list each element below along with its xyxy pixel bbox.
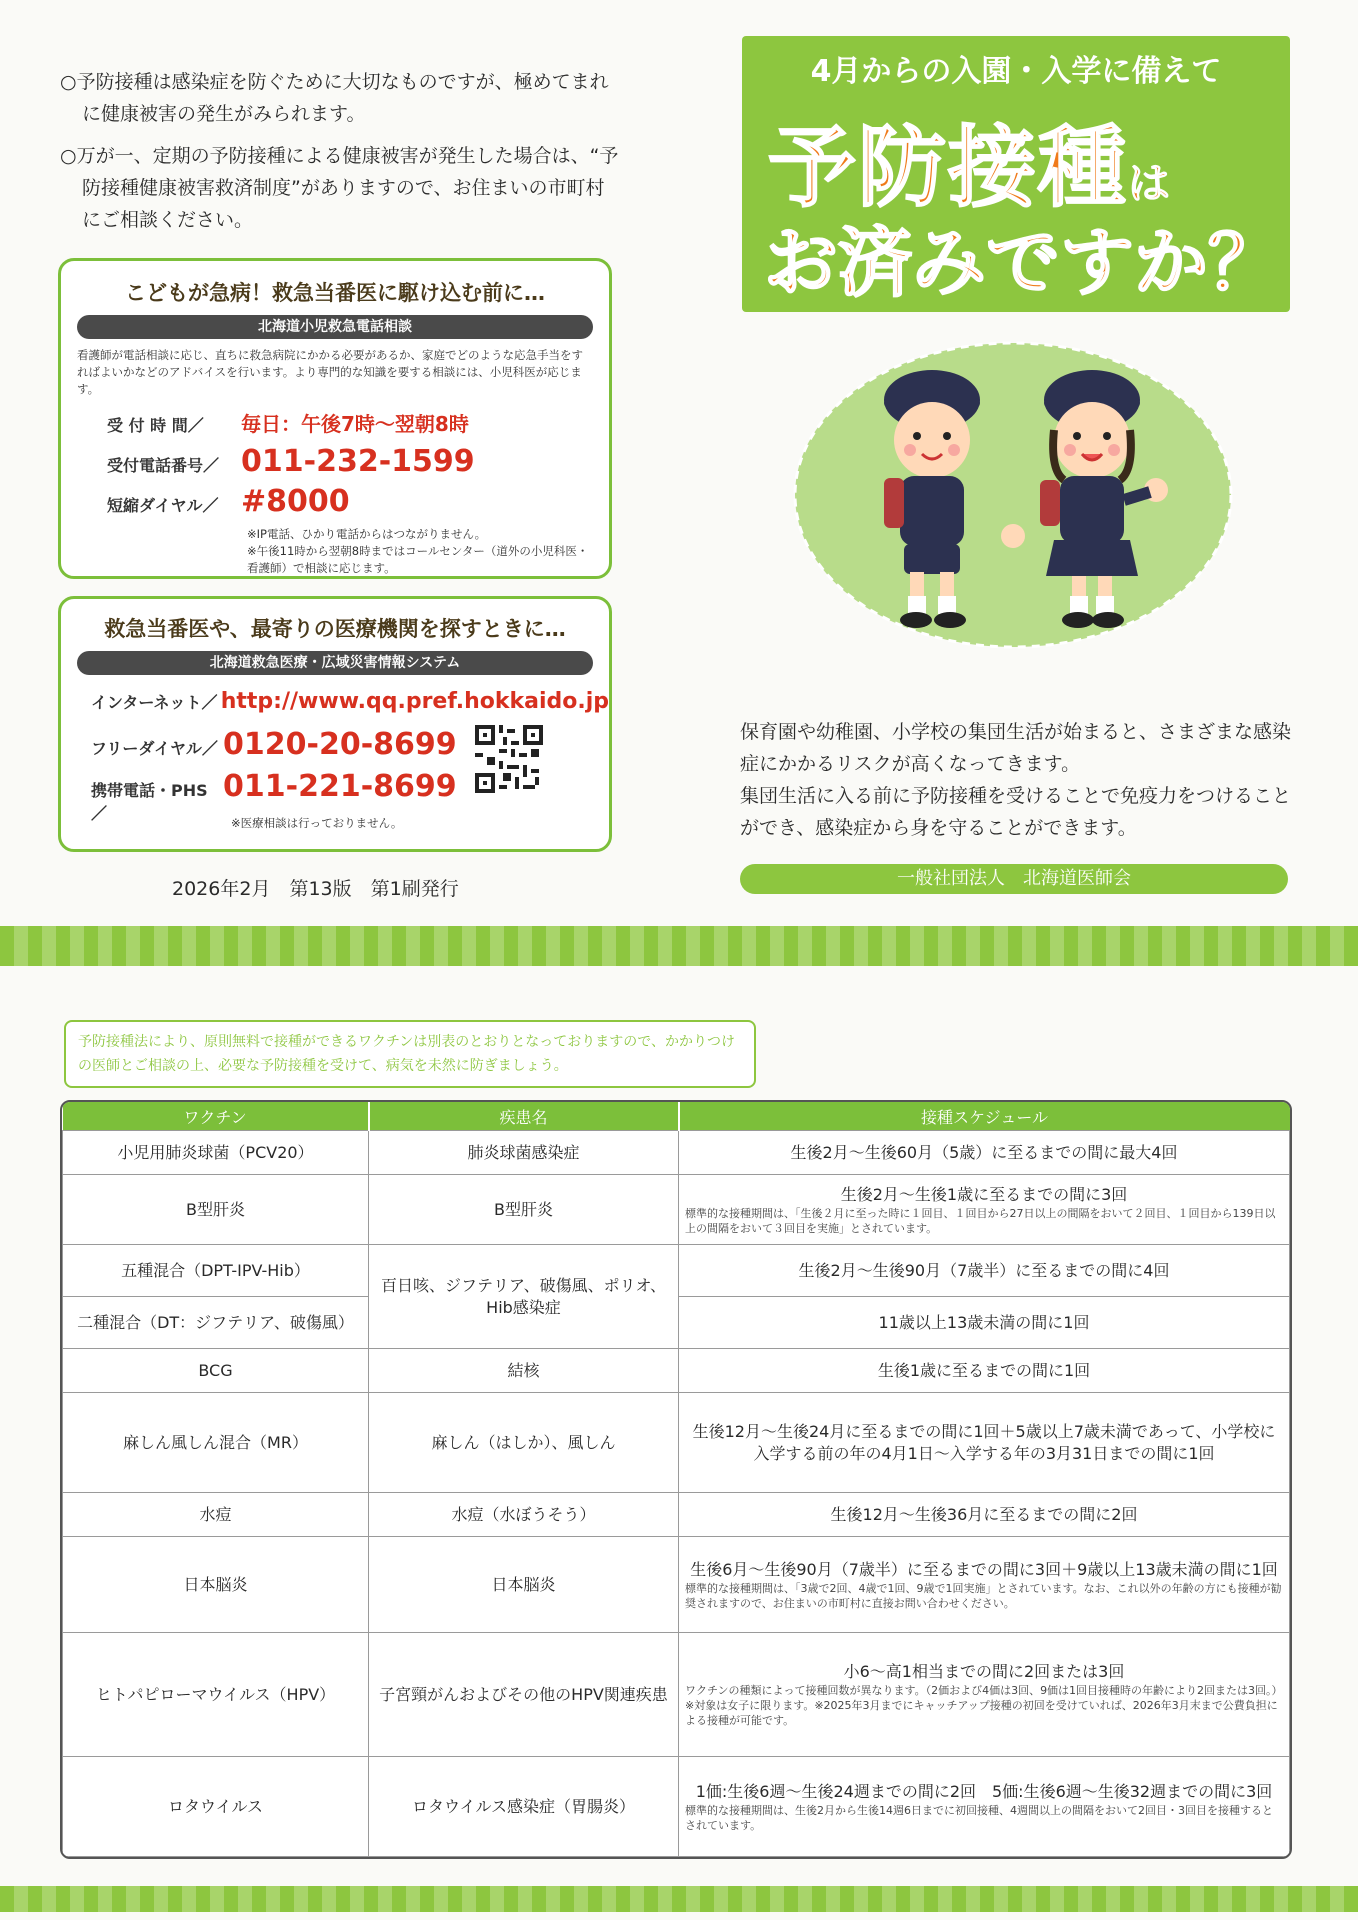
vaccine-cell: 二種混合（DT：ジフテリア、破傷風） [63, 1297, 369, 1349]
hours-label: 受 付 時 間／ [107, 416, 204, 435]
table-row [63, 1757, 1290, 1857]
schedule-cell: 生後12月～生後24月に至るまでの間に1回＋5歳以上7歳未満であって、小学校に入学する前の年の4月1日～入学する年の3月31日までの間に1回 [679, 1393, 1290, 1493]
hours-value: 毎日：午後7時～翌朝8時 [241, 412, 469, 436]
publisher: 一般社団法人 北海道医師会 [740, 864, 1288, 894]
schedule-text: 生後2月～生後1歳に至るまでの間に3回 [840, 1184, 1128, 1204]
box2-bar: 北海道救急医療・広域災害情報システム [77, 651, 593, 675]
box1-footnote-2: ※午後11時から翌朝8時まではコールセンター（道外の小児科医・看護師）で相談に応じます。 [247, 544, 589, 575]
schedule-note: 標準的な接種期間は、「3歳で2回、4歳で1回、9歳で1回実施」とされています。なお、これ以外の年齢の方にも接種が勧奨されますので、お住まいの市町村に直接お問い合わせください。 [685, 1581, 1282, 1610]
intro-1: 保育園や幼稚園、小学校の集団生活が始まると、さまざまな感染症にかかるリスクが高くなってきます。 [740, 721, 1292, 775]
box1-footnote-1: ※IP電話、ひかり電話からはつながりません。 [247, 527, 487, 541]
medical-search-box [58, 596, 612, 852]
table-row [63, 1537, 1290, 1633]
box1-bar: 北海道小児救急電話相談 [77, 315, 593, 339]
vaccine-cell: 水痘 [63, 1493, 369, 1537]
header-vaccine: ワクチン [63, 1102, 369, 1131]
freedial-value[interactable]: 0120-20-8699 [223, 727, 457, 762]
schedule-cell: 生後2月～生後90月（7歳半）に至るまでの間に4回 [679, 1245, 1290, 1297]
header-schedule: 接種スケジュール [679, 1102, 1290, 1131]
phone-value[interactable]: 011-232-1599 [241, 444, 475, 479]
short-dial-label: 短縮ダイヤル／ [107, 496, 219, 515]
table-row [63, 1349, 1290, 1393]
pediatric-phone-box [58, 258, 612, 579]
internet-label: インターネット／ [91, 693, 218, 712]
vaccine-cell: ロタウイルス [63, 1757, 369, 1857]
title-main-1: 予防接種 [768, 116, 1129, 219]
notes [60, 66, 620, 246]
title-main-2: お済みですか？ [764, 220, 1282, 306]
schedule-cell: 生後12月～生後36月に至るまでの間に2回 [679, 1493, 1290, 1537]
schedule-table [60, 1100, 1292, 1859]
box2-heading: 救急当番医や、最寄りの医療機関を探すときに… [104, 617, 566, 641]
schedule-text: 1価:生後6週～生後24週までの間に2回 5価:生後6週～生後32週までの間に3回 [695, 1781, 1273, 1801]
intro-2: 集団生活に入る前に予防接種を受けることで免疫力をつけることができ、感染症から身を守ることができます。 [740, 785, 1292, 839]
note-1: ○予防接種は感染症を防ぐために大切なものですが、極めてまれに健康被害の発生がみられます。 [60, 71, 609, 125]
vaccine-cell: 日本脳炎 [63, 1537, 369, 1633]
schedule-cell: 11歳以上13歳未満の間に1回 [679, 1297, 1290, 1349]
schedule-cell [679, 1757, 1290, 1857]
disease-cell: 麻しん（はしか）、風しん [369, 1393, 679, 1493]
vaccine-cell: 五種混合（DPT-IPV-Hib） [63, 1245, 369, 1297]
disease-cell: B型肝炎 [369, 1175, 679, 1245]
schedule-note: ワクチンの種類によって接種回数が異なります。（2価および4価は3回、9価は1回目接種時の年齢により2回または3回。）※対象は女子に限ります。※2025年3月までにキャッチアップ接種の初回を受けていれば、2026年3月末まで公費負担による接種が可能です。 [685, 1684, 1283, 1727]
short-dial-value[interactable]: #8000 [241, 484, 350, 519]
disease-cell: 百日咳、ジフテリア、破傷風、ポリオ、Hib感染症 [369, 1245, 679, 1349]
schedule-cell [679, 1175, 1290, 1245]
freedial-label: フリーダイヤル／ [91, 739, 218, 758]
schedule-text: 小6～高1相当までの間に2回または3回 [843, 1662, 1125, 1681]
disease-cell: 水痘（水ぼうそう） [369, 1493, 679, 1537]
table-row [63, 1633, 1290, 1757]
vaccine-cell: B型肝炎 [63, 1175, 369, 1245]
table-row [63, 1493, 1290, 1537]
box1-heading: こどもが急病！救急当番医に駆け込む前に… [125, 281, 545, 305]
internet-url[interactable]: http://www.qq.pref.hokkaido.jp [220, 689, 609, 714]
table-row [63, 1175, 1290, 1245]
schedule-text: 生後6月～生後90月（7歳半）に至るまでの間に3回＋9歳以上13歳未満の間に1回 [690, 1559, 1278, 1579]
title-sub: 4月からの入園・入学に備えて [810, 54, 1222, 89]
vaccine-cell: ヒトパピローマウイルス（HPV） [63, 1633, 369, 1757]
schedule-cell: 生後1歳に至るまでの間に1回 [679, 1349, 1290, 1393]
disease-cell: 肺炎球菌感染症 [369, 1131, 679, 1175]
schedule-cell [679, 1633, 1290, 1757]
schedule-cell [679, 1537, 1290, 1633]
schedule-cell: 生後2月～生後60月（5歳）に至るまでの間に最大4回 [679, 1131, 1290, 1175]
mobile-label: 携帯電話・PHS／ [91, 781, 208, 823]
phone-label: 受付電話番号／ [107, 456, 220, 475]
vaccine-cell: 麻しん風しん混合（MR） [63, 1393, 369, 1493]
vaccine-cell: BCG [63, 1349, 369, 1393]
mobile-value[interactable]: 011-221-8699 [223, 769, 457, 804]
disease-cell: ロタウイルス感染症（胃腸炎） [369, 1757, 679, 1857]
vaccine-cell: 小児用肺炎球菌（PCV20） [63, 1131, 369, 1175]
table-row [63, 1393, 1290, 1493]
header-disease: 疾患名 [369, 1102, 679, 1131]
qr-code-icon[interactable] [475, 725, 543, 793]
edition-line: 2026年2月 第13版 第1刷発行 [172, 878, 459, 900]
schedule-note: 標準的な接種期間は、生後2月から生後14週6日までに初回接種、4週間以上の間隔をおいて2回目・3回目を接種するとされています。 [685, 1803, 1273, 1832]
children-illustration [792, 340, 1234, 650]
title-box [742, 36, 1290, 312]
bottom-stripe [0, 1886, 1358, 1912]
title-main-1-suffix: は [1128, 159, 1171, 208]
box2-footnote: ※医療相談は行っておりません。 [231, 816, 403, 830]
intro [740, 716, 1296, 844]
stripe-band-gap [0, 966, 1358, 996]
law-note: 予防接種法により、原則無料で接種ができるワクチンは別表のとおりとなっておりますので、かかりつけの医師とご相談の上、必要な予防接種を受けて、病気を未然に防ぎましょう。 [64, 1020, 756, 1088]
note-2: ○万が一、定期の予防接種による健康被害が発生した場合は、“予防接種健康被害救済制度”がありますので、お住まいの市町村にご相談ください。 [60, 145, 619, 231]
box1-desc: 看護師が電話相談に応じ、直ちに救急病院にかかる必要があるか、家庭でどのような応急手当をすればよいかなどのアドバイスを行います。より専門的な知識を要する相談には、小児科医が応じます。 [77, 348, 583, 396]
table-row [63, 1245, 1290, 1297]
table-row [63, 1131, 1290, 1175]
schedule-note: 標準的な接種期間は、「生後２月に至った時に１回目、１回目から27日以上の間隔をおいて２回目、１回目から139日以上の間隔をおいて３回目を実施」とされています。 [685, 1206, 1276, 1235]
disease-cell: 子宮頸がんおよびその他のHPV関連疾患 [369, 1633, 679, 1757]
disease-cell: 結核 [369, 1349, 679, 1393]
disease-cell: 日本脳炎 [369, 1537, 679, 1633]
